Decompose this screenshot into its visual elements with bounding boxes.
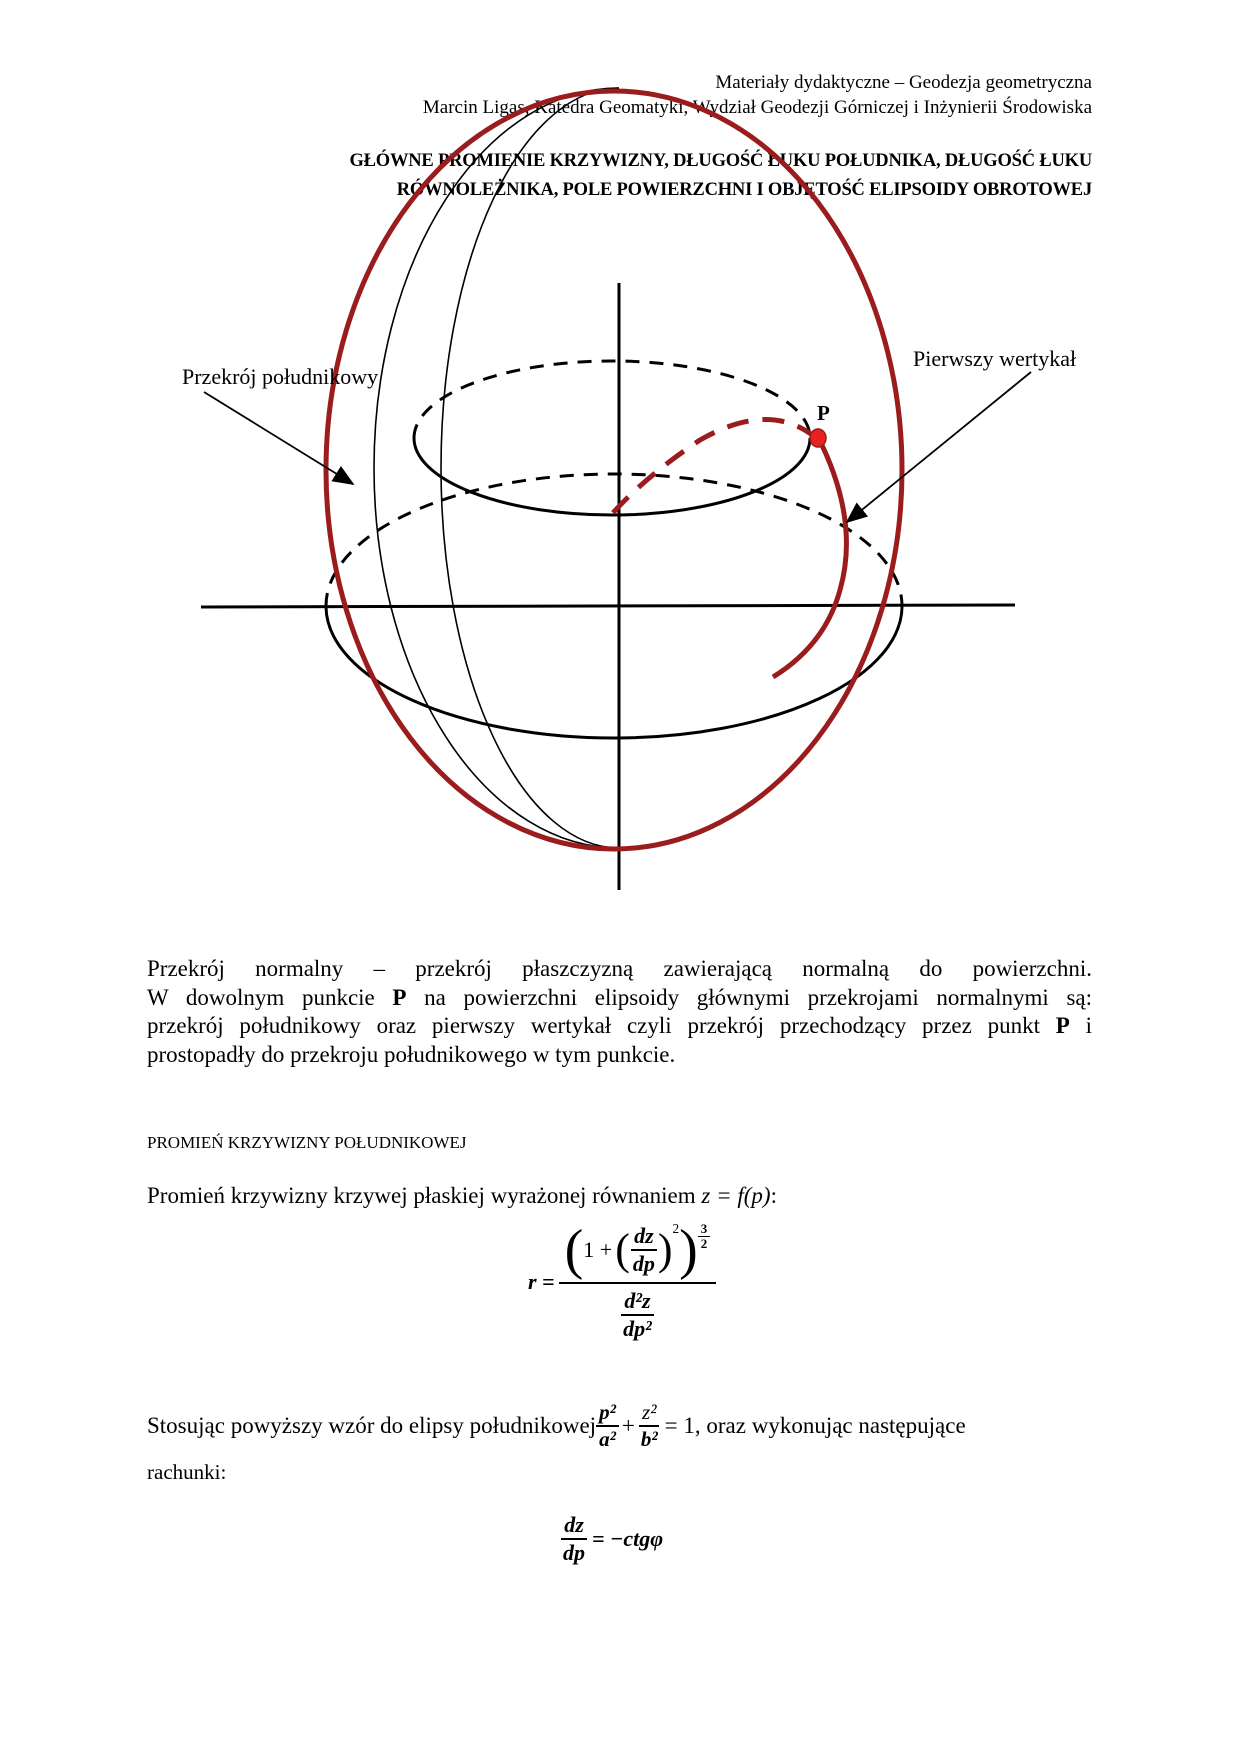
- document-title-line1: GŁÓWNE PROMIENIE KRZYWIZNY, DŁUGOŚĆ ŁUKU POŁUDNIKA, DŁUGOŚĆ ŁUKU: [349, 151, 1092, 171]
- formula-radius: r = ( 1 + ( $\frac{dz}{dp}$ ) $^2$ ) $\frac{3}{2}$ $\frac{\text{d²z}}{\text{dp²}}$: [528, 1222, 716, 1342]
- document-title-line2: RÓWNOLEŻNIKA, POLE POWIERZCHNI I OBJĘTOŚĆ ELIPSOIDY OBROTOWEJ: [396, 180, 1092, 200]
- header-author: Marcin Ligas, Katedra Geomatyki, Wydział Geodezji Górniczej i Inżynierii Środowiska: [422, 97, 1092, 118]
- b2: b²: [640, 1427, 658, 1451]
- exp-den: 2: [700, 1236, 708, 1251]
- meridian-section: [326, 91, 902, 849]
- dzdp-den: dp: [563, 1540, 585, 1565]
- intro-text: Promień krzywizny krzywej płaskiej wyrażonej równaniem z = f(p):: [147, 1183, 777, 1208]
- square-exp: 2: [672, 1221, 680, 1236]
- header-course: Materiały dydaktyczne – Geodezja geometryczna: [715, 72, 1092, 93]
- label-point-p: P: [817, 401, 830, 425]
- para-line-1: Przekrój normalny – przekrój płaszczyzną zawierającą normalną do powierzchni.: [147, 956, 1092, 981]
- d2z: d²z: [621, 1288, 653, 1316]
- p2: p²: [596, 1400, 619, 1427]
- label-prime-vertical: Pierwszy wertykał: [913, 346, 1077, 371]
- definition-paragraph: [147, 955, 1092, 1070]
- dzdp-num: dz: [561, 1512, 587, 1540]
- horizontal-axis: [201, 605, 1015, 607]
- point-p-marker: [810, 429, 826, 447]
- meridian-2: [441, 88, 619, 848]
- formula-dzdp: [560, 1512, 663, 1566]
- label-meridian-section: Przekrój południkowy: [182, 364, 379, 389]
- prime-vertical-front: [773, 437, 846, 677]
- section-heading: PROMIEŃ KRZYWIZNY POŁUDNIKOWEJ: [147, 1133, 467, 1152]
- equator-back: [326, 474, 902, 607]
- para-line-3: przekrój południkowy oraz pierwszy wertykał czyli przekrój przechodzący przez punkt P i: [147, 1013, 1092, 1039]
- para-line-2: W dowolnym punkcie P na powierzchni elipsoidy głównymi przekrojami normalnymi są:: [147, 984, 1092, 1010]
- exp-num: 3: [698, 1222, 711, 1237]
- a2: a²: [599, 1427, 616, 1451]
- dp2: dp²: [623, 1316, 652, 1341]
- apply-text: Stosując powyższy wzór do elipsy południkowej $\frac{\text{p²}}{\text{a²}}$ + $\frac{\text{z²}}{\text{b²}}$ = 1 , oraz wykonując następujące: [147, 1400, 966, 1451]
- parallel-back: [414, 361, 810, 438]
- para-line-4: prostopadły do przekroju południkowego w tym punkcie.: [147, 1042, 676, 1068]
- dp: dp: [632, 1251, 655, 1276]
- formula-r-lhs: r =: [528, 1269, 555, 1294]
- one-plus: 1 +: [583, 1237, 613, 1262]
- prime-vertical-back: [605, 419, 816, 522]
- z2: z²: [639, 1400, 659, 1427]
- dzdp-rhs: = −ctgφ: [592, 1526, 664, 1551]
- arrow-prime-vertical: [847, 372, 1031, 522]
- parallel-front: [414, 438, 810, 515]
- apply-text-cont: rachunki:: [147, 1460, 227, 1484]
- dz: dz: [631, 1223, 657, 1251]
